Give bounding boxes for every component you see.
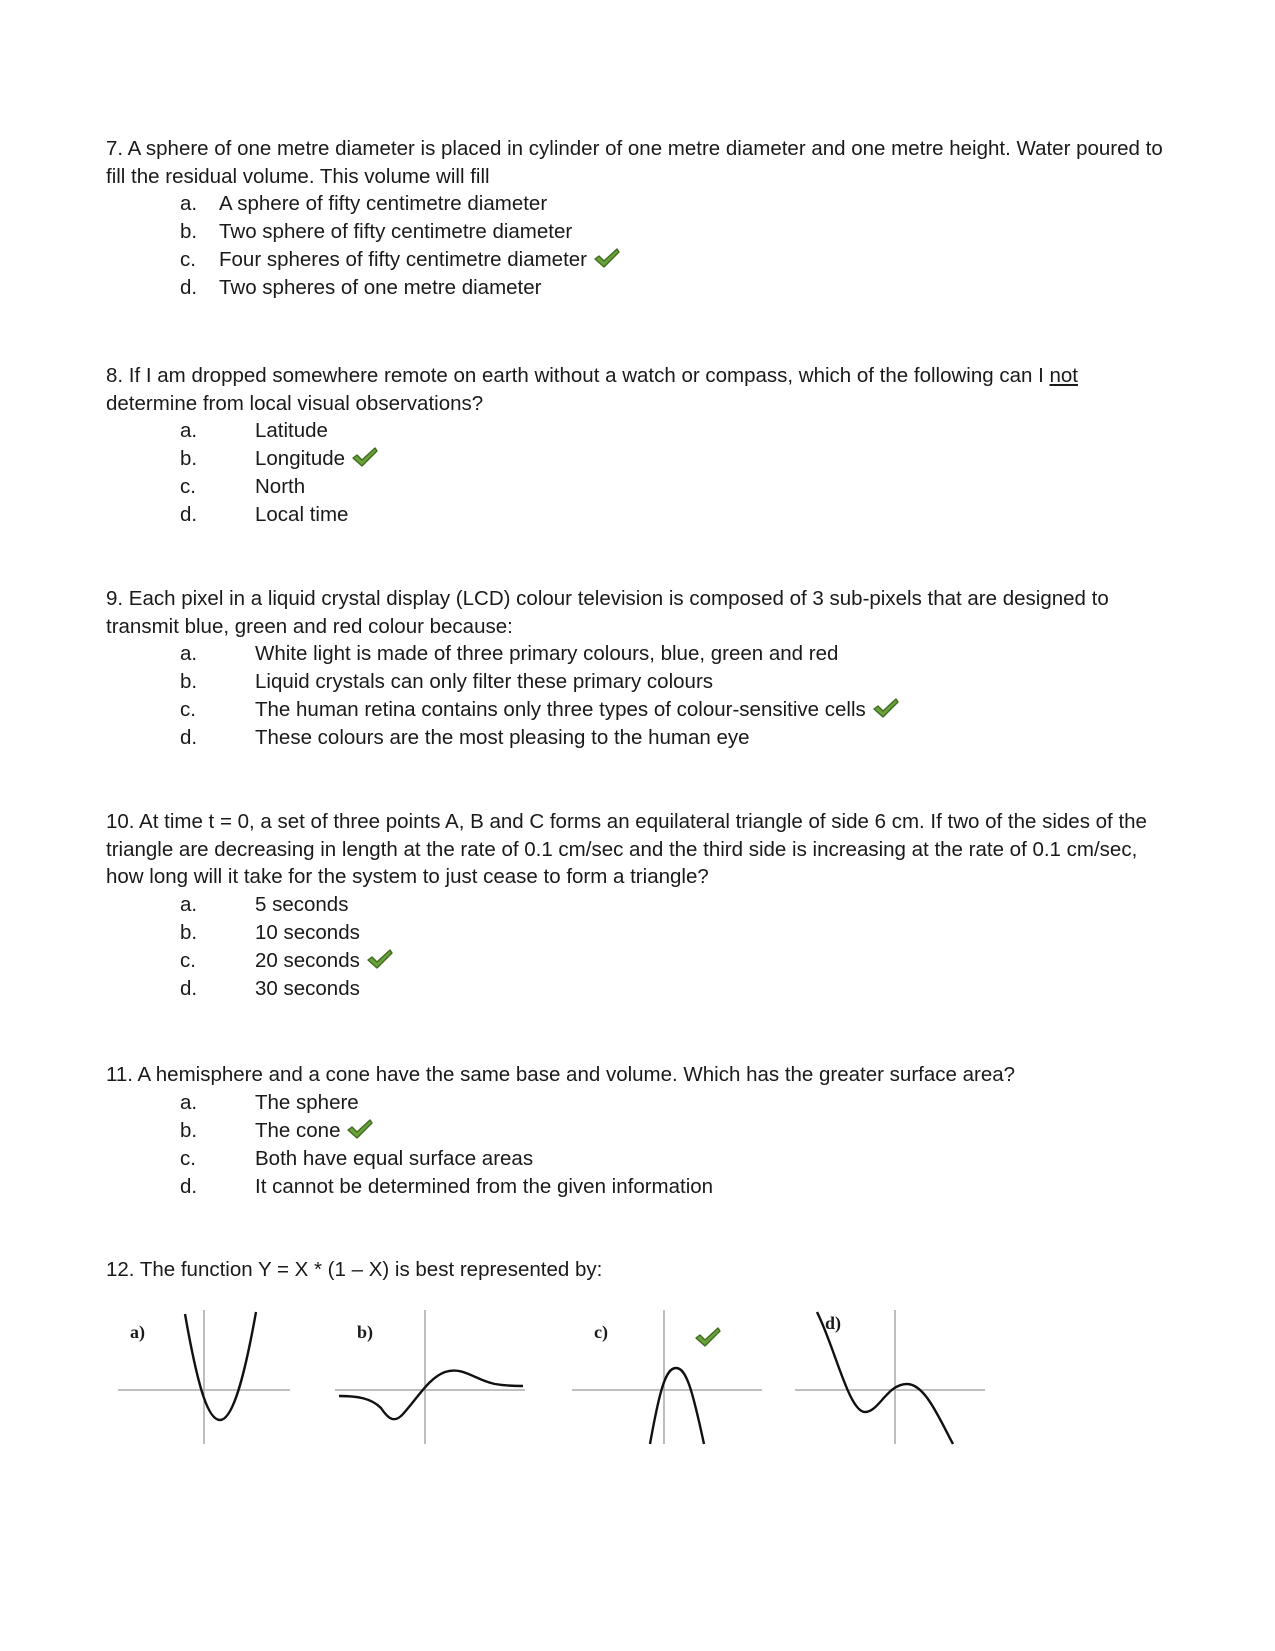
option-text: A sphere of fifty centimetre diameter xyxy=(219,192,548,215)
option-text: Longitude xyxy=(255,447,346,470)
option-letter: d. xyxy=(180,276,198,299)
question-10-prompt: 10. At time t = 0, a set of three points A, B and C forms an equilateral triangle of side 6 cm. If two of the sides of the triangle are decreasing in length at the rate of 0.1 cm/sec and the third side is increasing at the rate of 0.1 cm/sec, how long will it take for the system to just cease to form a triangle? xyxy=(106,810,1147,888)
option-letter: b. xyxy=(180,447,198,470)
option-letter: a. xyxy=(180,192,198,215)
option-text: 20 seconds xyxy=(255,948,360,972)
question-11 xyxy=(106,1061,1174,1201)
option-8b[interactable] xyxy=(106,445,1174,473)
option-text: Liquid crystals can only filter these primary colours xyxy=(255,670,714,693)
option-text: 30 seconds xyxy=(255,976,360,1000)
option-text: Two spheres of one metre diameter xyxy=(219,276,542,299)
question-11-options xyxy=(106,1089,1174,1201)
option-text: Two sphere of fifty centimetre diameter xyxy=(219,220,573,243)
option-letter: b. xyxy=(180,670,198,693)
option-text: 10 seconds xyxy=(255,920,360,944)
option-letter: a. xyxy=(180,892,198,916)
option-text: North xyxy=(255,475,306,498)
question-11-prompt: 11. A hemisphere and a cone have the same base and volume. Which has the greater surface area? xyxy=(106,1063,1016,1086)
question-9-options xyxy=(106,640,1174,752)
question-10-options xyxy=(106,891,1174,1003)
checkmark-icon xyxy=(694,1326,722,1348)
prompt-emphasis: not xyxy=(1049,364,1078,387)
option-letter: b. xyxy=(180,920,198,944)
question-7-options xyxy=(106,190,1174,302)
graph-option-d[interactable] xyxy=(795,1308,985,1453)
question-8-options xyxy=(106,417,1174,529)
question-9-prompt: 9. Each pixel in a liquid crystal display (LCD) colour television is composed of 3 sub-pixels that are designed to transmit blue, green and red colour because: xyxy=(106,587,1109,638)
option-letter: c. xyxy=(180,475,196,498)
question-12-graphs xyxy=(110,1308,1010,1458)
option-letter: a. xyxy=(180,419,198,442)
option-8c[interactable] xyxy=(106,473,1174,501)
option-text: The cone xyxy=(255,1118,341,1142)
checkmark-icon xyxy=(593,247,621,269)
checkmark-icon xyxy=(351,446,379,468)
option-text: It cannot be determined from the given information xyxy=(255,1174,714,1198)
option-letter: c. xyxy=(180,698,196,721)
question-12 xyxy=(106,1256,1174,1284)
option-letter: b. xyxy=(180,1118,198,1142)
option-11c[interactable] xyxy=(106,1145,1174,1173)
option-10c[interactable] xyxy=(106,947,1174,975)
option-letter: b. xyxy=(180,220,198,243)
option-letter: a. xyxy=(180,1090,198,1114)
option-text: Local time xyxy=(255,503,349,526)
option-11d[interactable] xyxy=(106,1173,1174,1201)
checkmark-icon xyxy=(872,697,900,719)
option-7a[interactable] xyxy=(106,190,1174,218)
option-letter: d. xyxy=(180,503,198,526)
question-12-prompt: 12. The function Y = X * (1 – X) is best represented by: xyxy=(106,1258,603,1281)
graph-label: a) xyxy=(130,1322,145,1342)
checkmark-icon xyxy=(366,948,394,970)
option-9b[interactable] xyxy=(106,668,1174,696)
option-8d[interactable] xyxy=(106,501,1174,529)
option-letter: c. xyxy=(180,248,196,271)
question-7-prompt: 7. A sphere of one metre diameter is placed in cylinder of one metre diameter and one metre height. Water poured to fill the residual volume. This volume will fill xyxy=(106,137,1163,188)
option-9a[interactable] xyxy=(106,640,1174,668)
option-letter: a. xyxy=(180,642,198,665)
question-10 xyxy=(106,808,1174,1003)
option-text: The human retina contains only three types of colour-sensitive cells xyxy=(255,698,866,721)
question-7 xyxy=(106,135,1174,302)
option-text: These colours are the most pleasing to the human eye xyxy=(255,726,750,749)
option-text: The sphere xyxy=(255,1090,359,1114)
checkmark-icon xyxy=(346,1118,374,1140)
question-9 xyxy=(106,585,1174,752)
option-10a[interactable] xyxy=(106,891,1174,919)
graph-label: b) xyxy=(357,1322,374,1342)
prompt-text: 8. If I am dropped somewhere remote on earth without a watch or compass, which of the following can I xyxy=(106,364,1050,387)
option-text: 5 seconds xyxy=(255,892,349,916)
option-letter: d. xyxy=(180,1174,198,1198)
option-text: Both have equal surface areas xyxy=(255,1146,534,1170)
graph-label: c) xyxy=(594,1322,608,1342)
option-9d[interactable] xyxy=(106,724,1174,752)
option-7c[interactable] xyxy=(106,246,1174,274)
graph-option-b[interactable] xyxy=(335,1308,525,1453)
option-text: Four spheres of fifty centimetre diameter xyxy=(219,248,588,271)
question-8-prompt xyxy=(106,362,1174,417)
option-letter: d. xyxy=(180,726,198,749)
option-9c[interactable] xyxy=(106,696,1174,724)
option-11b[interactable] xyxy=(106,1117,1174,1145)
option-11a[interactable] xyxy=(106,1089,1174,1117)
option-letter: c. xyxy=(180,948,196,972)
cubic-graph xyxy=(795,1308,985,1448)
option-8a[interactable] xyxy=(106,417,1174,445)
question-8 xyxy=(106,362,1174,529)
option-text: Latitude xyxy=(255,419,328,442)
option-10b[interactable] xyxy=(106,919,1174,947)
option-7b[interactable] xyxy=(106,218,1174,246)
option-7d[interactable] xyxy=(106,274,1174,302)
option-text: White light is made of three primary colours, blue, green and red xyxy=(255,642,839,665)
option-letter: d. xyxy=(180,976,198,1000)
graph-option-c[interactable] xyxy=(572,1308,762,1453)
graph-option-a[interactable] xyxy=(110,1308,290,1453)
option-10d[interactable] xyxy=(106,975,1174,1003)
option-letter: c. xyxy=(180,1146,196,1170)
graph-label: d) xyxy=(825,1313,842,1333)
prompt-text: determine from local visual observations? xyxy=(106,391,484,415)
